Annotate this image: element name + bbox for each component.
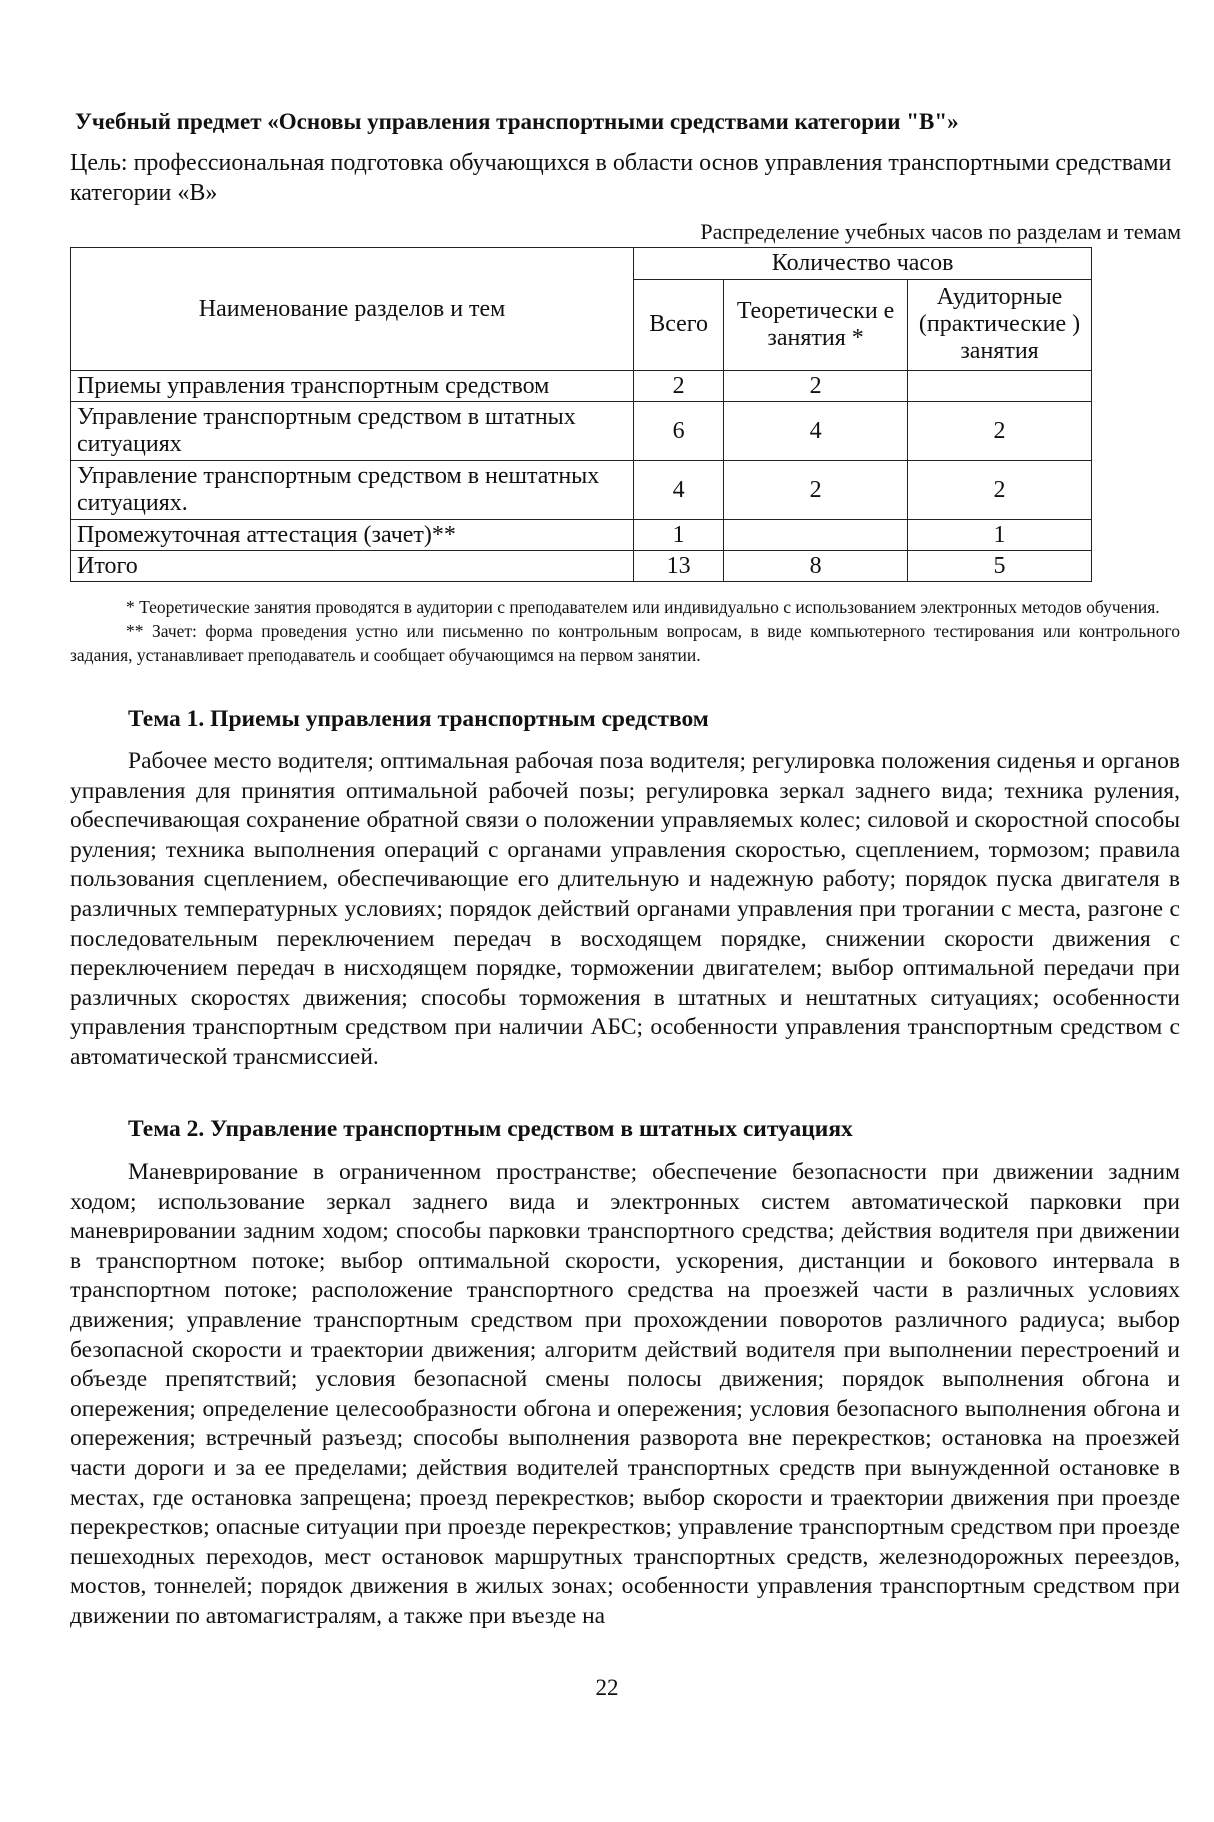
row-name: Приемы управления транспортным средством: [71, 371, 634, 402]
table-header-row: [71, 248, 1092, 280]
row-total: 4: [634, 461, 724, 520]
topic2-text: Маневрирование в ограниченном пространстве; обеспечение безопасности при движении задним ходом; использование зеркал заднего вида и электронных систем автоматической парковки при маневрировании задним ходом; способы парковки транспортного средства; действия водителя при движении в транспортном потоке; выбор оптимальной скорости, ускорения, дистанции и бокового интервала в транспортном потоке; расположение транспортного средства на проезжей части в различных условиях движения; управление транспортным средством при прохождении поворотов различного радиуса; выбор безопасной скорости и траектории движения; алгоритм действий водителя при выполнении перестроений и объезде препятствий; условия безопасной смены полосы движения; порядок выполнения обгона и опережения; определение целесообразности обгона и опережения; условия безопасного выполнения обгона и опережения; встречный разъезд; способы выполнения разворота вне перекрестков; остановка на проезжей части дороги и за ее пределами; действия водителей транспортных средств при вынужденной остановке в местах, где остановка запрещена; проезд перекрестков; выбор скорости и траектории движения при проезде перекрестков; опасные ситуации при проезде перекрестков; управление транспортным средством при проезде пешеходных переходов, мест остановок маршрутных транспортных средств, железнодорожных переездов, мостов, тоннелей; порядок движения в жилых зонах; особенности управления транспортным средством при движении по автомагистралям, а также при въезде на: [70, 1159, 1180, 1629]
hours-table: [70, 247, 1092, 582]
row-total: 1: [634, 520, 724, 551]
row-total: 13: [634, 551, 724, 582]
row-name: Управление транспортным средством в штатных ситуациях: [71, 402, 634, 461]
row-name: Управление транспортным средством в нештатных ситуациях.: [71, 461, 634, 520]
row-theory: [724, 520, 908, 551]
table-row: [71, 461, 1092, 520]
table-row: [71, 371, 1092, 402]
subject-title: Учебный предмет «Основы управления транспортными средствами категории "B"»: [75, 109, 959, 134]
row-total: 2: [634, 371, 724, 402]
topic1-text: Рабочее место водителя; оптимальная рабочая поза водителя; регулировка положения сиденья и органов управления для принятия оптимальной рабочей позы; регулировка зеркал заднего вида; техника руления, обеспечивающая сохранение обратной связи о положении управляемых колес; силовой и скоростной способы руления; техника выполнения операций с органами управления скоростью, сцеплением, тормозом; правила пользования сцеплением, обеспечивающие его длительную и надежную работу; порядок пуска двигателя в различных температурных условиях; порядок действий органами управления при трогании с места, разгоне с последовательным переключением передач в восходящем порядке, снижении скорости движения с переключением передач в нисходящем порядке, торможении двигателем; выбор оптимальной передачи при различных скоростях движения; способы торможения в штатных и нештатных ситуациях; особенности управления транспортным средством при наличии АБС; особенности управления транспортным средством с автоматической трансмиссией.: [70, 748, 1180, 1070]
row-name: Итого: [71, 551, 634, 582]
table-row: [71, 520, 1092, 551]
goal-text: Цель: профессиональная подготовка обучающихся в области основ управления транспортными средствами категории «B»: [70, 150, 1172, 206]
row-practice: 2: [908, 461, 1092, 520]
footnotes: [70, 595, 1180, 667]
row-theory: 2: [724, 461, 908, 520]
row-total: 6: [634, 402, 724, 461]
table-row-total: [71, 551, 1092, 582]
footnote-credit: ** Зачет: форма проведения устно или письменно по контрольным вопросам, в виде компьютерного тестирования или контрольного задания, устанавливает преподаватель и сообщает обучающимся на первом занятии.: [70, 621, 1180, 665]
row-theory: 2: [724, 371, 908, 402]
header-name: Наименование разделов и тем: [71, 248, 634, 371]
header-theory: Теоретически е занятия *: [724, 279, 908, 370]
row-theory: 4: [724, 402, 908, 461]
row-practice: 5: [908, 551, 1092, 582]
header-hours: Количество часов: [634, 248, 1092, 280]
table-row: [71, 402, 1092, 461]
footnote-theory: * Теоретические занятия проводятся в аудитории с преподавателем или индивидуально с использованием электронных методов обучения.: [126, 597, 1160, 617]
row-practice: [908, 371, 1092, 402]
row-theory: 8: [724, 551, 908, 582]
topic1-title: Тема 1. Приемы управления транспортным средством: [128, 706, 709, 732]
row-name: Промежуточная аттестация (зачет)**: [71, 520, 634, 551]
table-caption: Распределение учебных часов по разделам и темам: [700, 219, 1181, 244]
row-practice: 2: [908, 402, 1092, 461]
header-total: Всего: [634, 279, 724, 370]
header-practice: Аудиторные (практические ) занятия: [908, 279, 1092, 370]
topic2-title: Тема 2. Управление транспортным средством в штатных ситуациях: [128, 1116, 853, 1142]
page-number: 22: [595, 1675, 619, 1700]
row-practice: 1: [908, 520, 1092, 551]
